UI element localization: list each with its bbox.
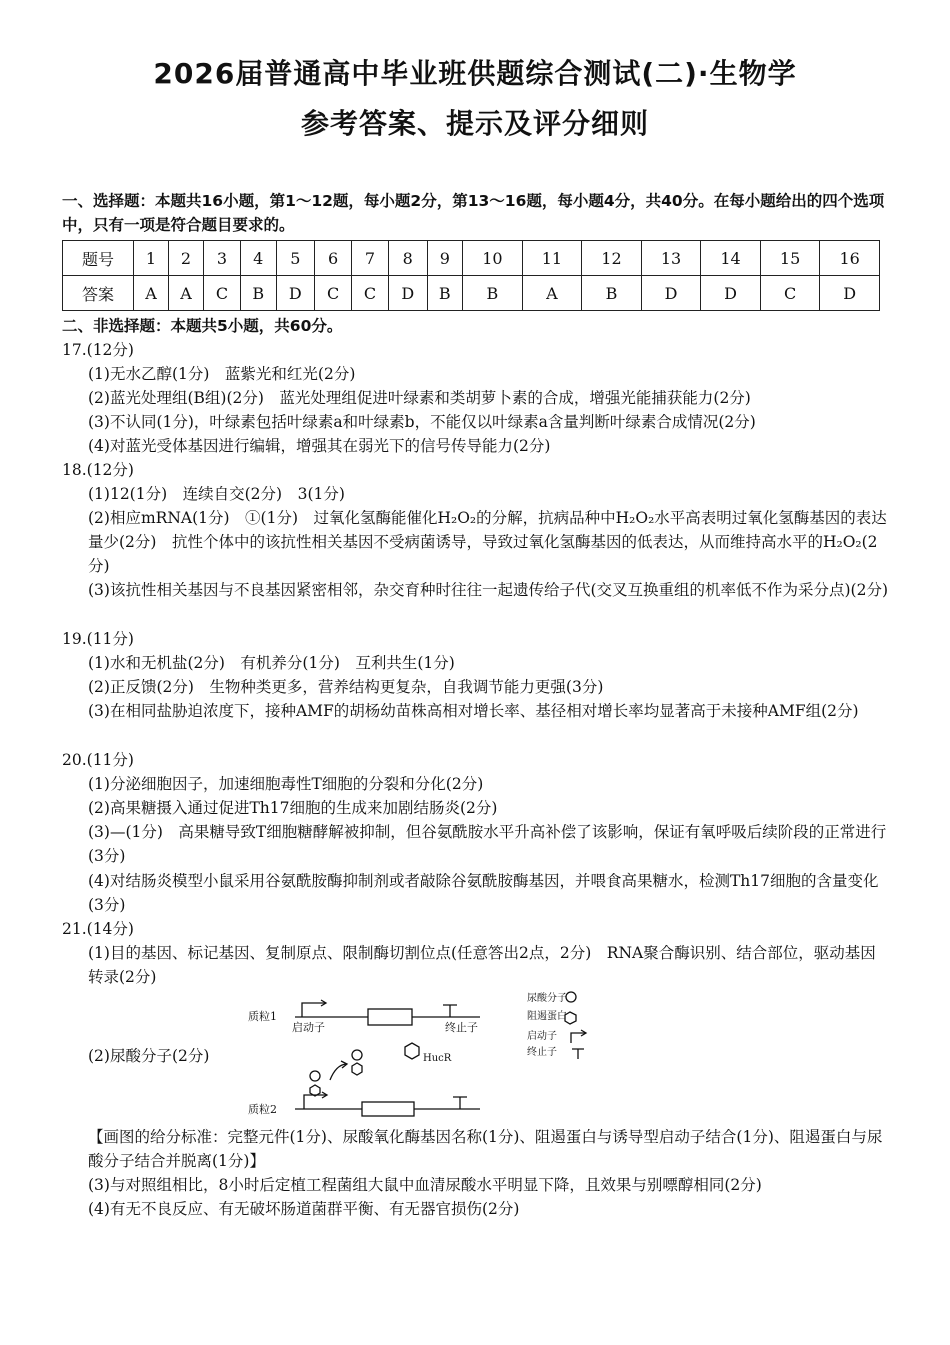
q18-item-2: (2)相应mRNA(1分) ①(1分) 过氧化氢酶能催化H₂O₂的分解，抗病品种中H₂O₂水平高表明过氧化氢酶基因的表达量少(2分) 抗性个体中的该抗性相关基因不受病菌诱导，导致过氧化氢酶基因的低表达，从而维持高水平的H₂O₂(2分)	[88, 509, 887, 575]
question-number: 15	[760, 241, 820, 276]
hucr-gene-box	[368, 1009, 412, 1025]
section1-heading: 一、选择题：本题共16小题，第1～12题，每小题2分，第13～16题，每小题4分，共40分。在每小题给出的四个选项中，只有一项是符合题目要求的。	[62, 192, 885, 234]
uric-acid-icon	[310, 1071, 320, 1081]
q17-item-2: (2)蓝光处理组(B组)(2分) 蓝光处理组促进叶绿素和类胡萝卜素的合成，增强光能捕获能力(2分)	[88, 389, 751, 407]
question-number: 9	[427, 241, 463, 276]
q20-item-1: (1)分泌细胞因子，加速细胞毒性T细胞的分裂和分化(2分)	[88, 775, 484, 793]
q18-item-3: (3)该抗性相关基因与不良基因紧密相邻，杂交育种时往往一起遗传给子代(交叉互换重组的机率低不作为采分点)(2分)	[88, 581, 889, 599]
answer-cell: B	[427, 276, 463, 311]
question-number: 12	[582, 241, 642, 276]
repressor-hexagon-icon	[405, 1043, 419, 1059]
question-number: 10	[463, 241, 523, 276]
q21-item-2: (2)尿酸分子(2分)	[88, 1047, 210, 1065]
answer-cell: C	[315, 276, 352, 311]
question-number: 6	[315, 241, 352, 276]
answer-cell: A	[134, 276, 169, 311]
question-number: 16	[820, 241, 880, 276]
answer-cell: D	[388, 276, 427, 311]
answer-cell: A	[169, 276, 204, 311]
question-number: 11	[522, 241, 582, 276]
q21-item-4: (4)有无不良反应、有无破坏肠道菌群平衡、有无器官损伤(2分)	[88, 1200, 520, 1218]
q19-item-2: (2)正反馈(2分) 生物种类更多，营养结构更复杂，自我调节能力更强(3分)	[88, 678, 604, 696]
q20-item-2: (2)高果糖摄入通过促进Th17细胞的生成来加剧结肠炎(2分)	[88, 799, 498, 817]
protein-label: HucR	[423, 1053, 452, 1064]
q17-item-4: (4)对蓝光受体基因进行编辑，增强其在弱光下的信号传导能力(2分)	[88, 437, 551, 455]
legend-uric-acid: 尿酸分子	[527, 993, 567, 1004]
answer-cell: B	[463, 276, 523, 311]
q20-item-3: (3)—(1分) 高果糖导致T细胞糖酵解被抑制，但谷氨酰胺水平升高补偿了该影响，保证有氧呼吸后续阶段的正常进行(3分)	[88, 823, 887, 865]
question-19-label: 19.(11分)	[62, 630, 134, 648]
question-18-label: 18.(12分)	[62, 461, 134, 479]
answer-table	[62, 240, 880, 311]
page-subtitle: 参考答案、提示及评分细则	[300, 107, 649, 140]
row-label-answer: 答案	[63, 276, 134, 311]
q19-item-1: (1)水和无机盐(2分) 有机养分(1分) 互利共生(1分)	[88, 654, 455, 672]
terminator-icon	[443, 1005, 457, 1017]
q18-item-1: (1)12(1分) 连续自交(2分) 3(1分)	[88, 485, 345, 503]
question-number: 8	[388, 241, 427, 276]
answer-cell: C	[760, 276, 820, 311]
table-row	[63, 241, 880, 276]
q17-item-3: (3)不认同(1分)，叶绿素包括叶绿素a和叶绿素b，不能仅以叶绿素a含量判断叶绿素合成情况(2分)	[88, 413, 756, 431]
terminator-icon-2	[453, 1097, 467, 1109]
promoter-label: 启动子	[292, 1021, 325, 1034]
question-20-label: 20.(11分)	[62, 751, 134, 769]
terminator-label: 终止子	[445, 1021, 478, 1034]
q21-item-3: (3)与对照组相比，8小时后定植工程菌组大鼠中血清尿酸水平明显下降，且效果与别嘌醇相同(2分)	[88, 1176, 762, 1194]
uox-gene-box	[362, 1102, 414, 1116]
q19-item-3: (3)在相同盐胁迫浓度下，接种AMF的胡杨幼苗株高相对增长率、基径相对增长率均显著高于未接种AMF组(2分)	[88, 702, 859, 720]
answer-cell: D	[701, 276, 761, 311]
question-number: 1	[134, 241, 169, 276]
answer-cell: D	[276, 276, 315, 311]
question-17-label: 17.(12分)	[62, 341, 134, 359]
answer-cell: B	[240, 276, 276, 311]
plasmid-diagram	[240, 985, 600, 1120]
table-row	[63, 276, 880, 311]
question-21-label: 21.(14分)	[62, 920, 134, 938]
row-label-question: 题号	[63, 241, 134, 276]
question-number: 4	[240, 241, 276, 276]
legend-promoter: 启动子	[527, 1031, 557, 1042]
plasmid2-label: 质粒2	[248, 1103, 277, 1116]
answer-cell: D	[641, 276, 701, 311]
section2-heading: 二、非选择题：本题共5小题，共60分。	[62, 317, 343, 335]
question-number: 14	[701, 241, 761, 276]
question-number: 3	[204, 241, 241, 276]
answer-cell: B	[582, 276, 642, 311]
q21-item-1: (1)目的基因、标记基因、复制原点、限制酶切割位点(任意答出2点，2分) RNA聚合酶识别、结合部位，驱动基因转录(2分)	[88, 944, 876, 986]
legend-terminator-icon	[572, 1049, 584, 1059]
bound-repressor-icon	[310, 1085, 320, 1096]
legend-terminator: 终止子	[527, 1047, 557, 1058]
answer-cell: D	[820, 276, 880, 311]
answer-cell: A	[522, 276, 582, 311]
question-number: 2	[169, 241, 204, 276]
legend-circle-icon	[566, 992, 576, 1002]
q17-item-1: (1)无水乙醇(1分) 蓝紫光和红光(2分)	[88, 365, 356, 383]
q21-criteria: 【画图的给分标准：完整元件(1分)、尿酸氧化酶基因名称(1分)、阻遏蛋白与诱导型启动子结合(1分)、阻遏蛋白与尿酸分子结合并脱离(1分)】	[88, 1128, 883, 1170]
question-number: 13	[641, 241, 701, 276]
page-title: 2026届普通高中毕业班供题综合测试(二)·生物学	[153, 57, 797, 90]
answer-cell: C	[204, 276, 241, 311]
plasmid1-label: 质粒1	[248, 1010, 277, 1023]
released-repressor-icon	[352, 1063, 362, 1075]
legend-repressor: 阻遏蛋白	[527, 1011, 567, 1022]
question-number: 5	[276, 241, 315, 276]
answer-cell: C	[352, 276, 389, 311]
q20-item-4: (4)对结肠炎模型小鼠采用谷氨酰胺酶抑制剂或者敲除谷氨酰胺酶基因，并喂食高果糖水，检测Th17细胞的含量变化(3分)	[88, 872, 879, 914]
question-number: 7	[352, 241, 389, 276]
uric-acid-icon-2	[352, 1050, 362, 1060]
